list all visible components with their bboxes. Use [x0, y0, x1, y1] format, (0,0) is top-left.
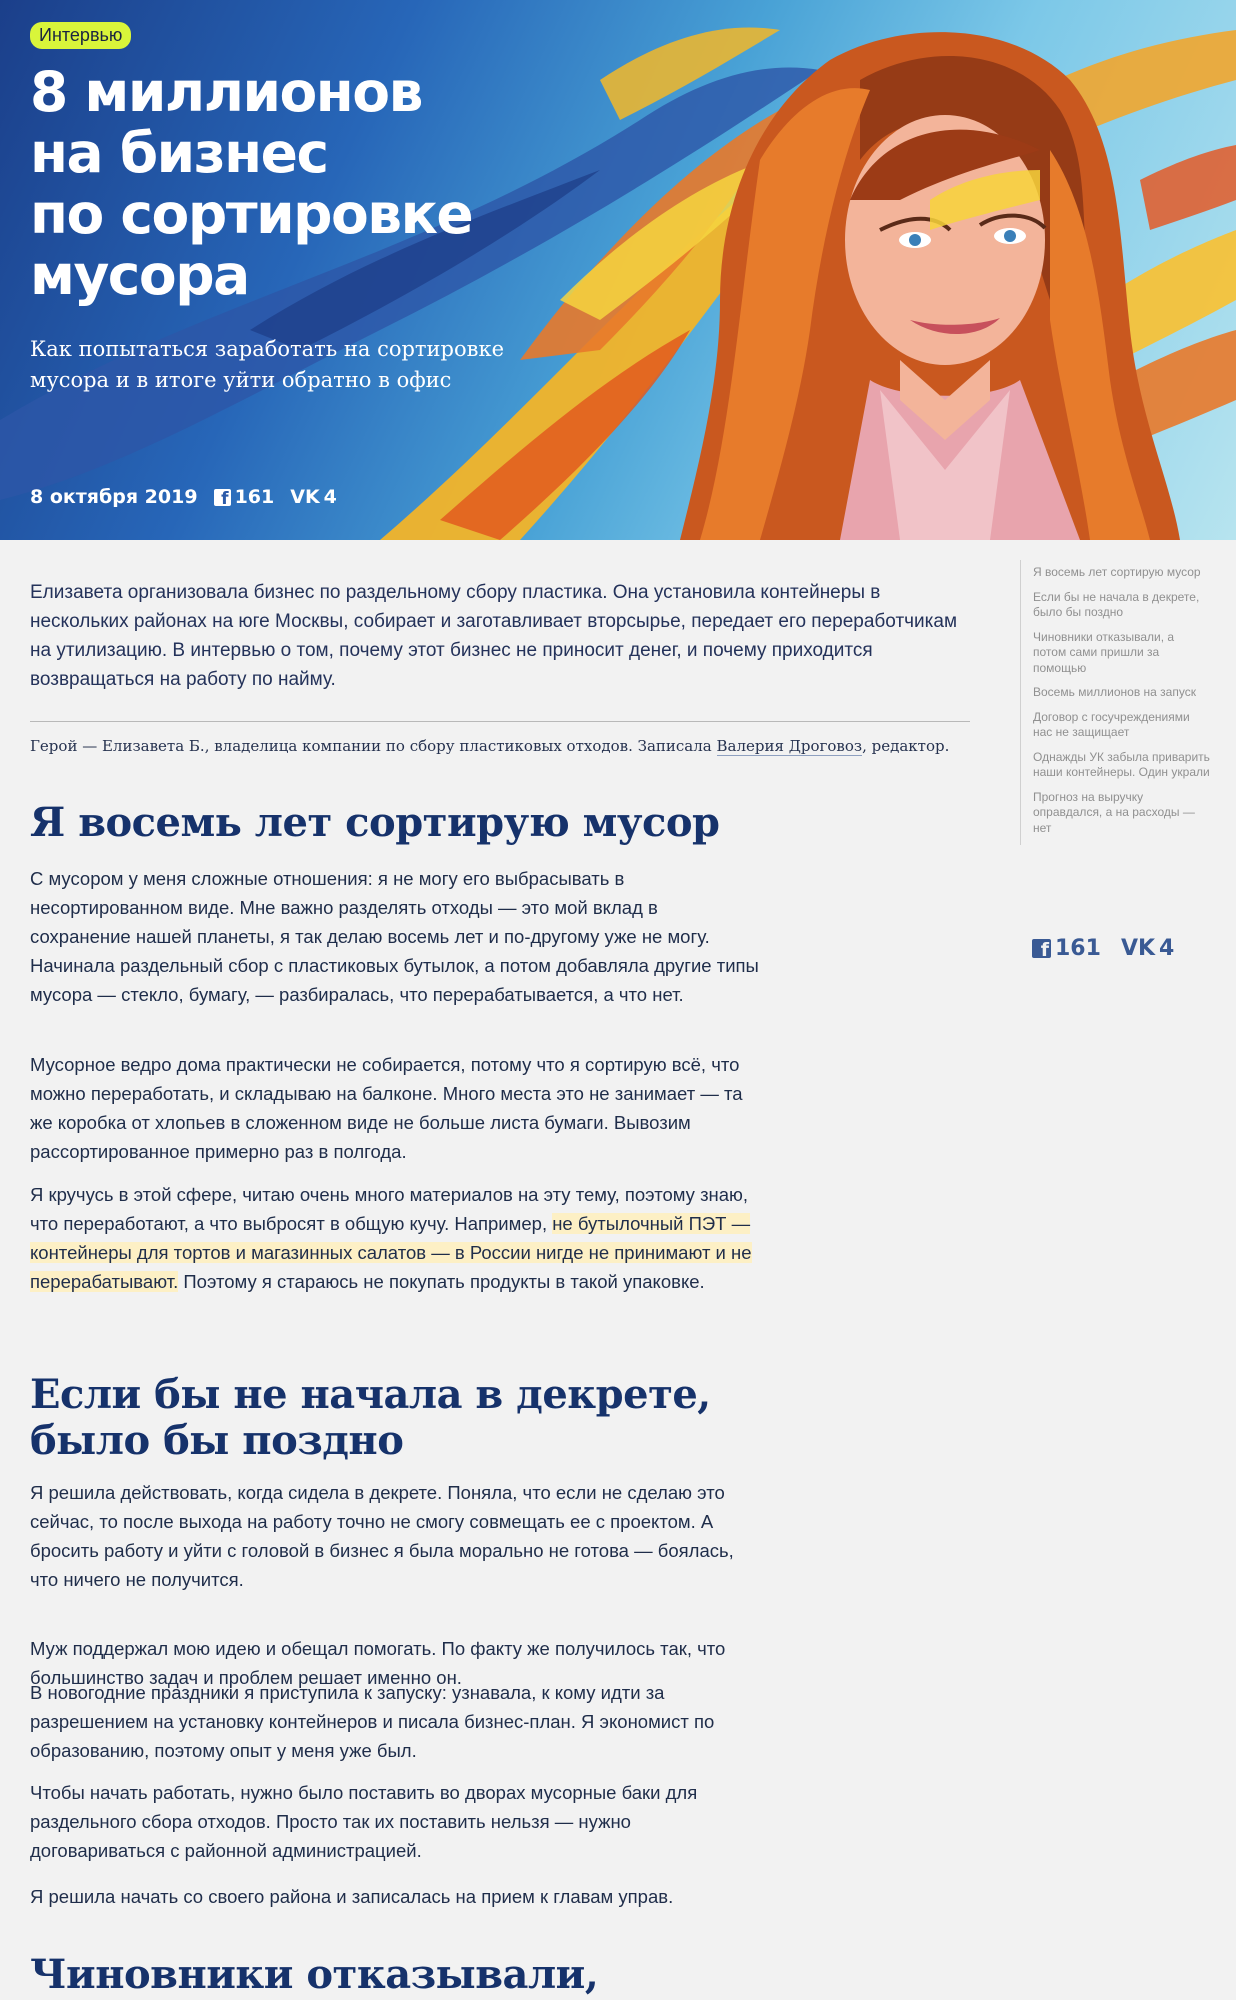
paragraph-text: Поэтому я стараюсь не покупать продукты в такой упаковке. — [178, 1271, 705, 1292]
article-credit — [30, 735, 980, 757]
vk-icon: VK — [1120, 936, 1156, 961]
paragraph: Я решила начать со своего района и записалась на прием к главам управ. — [30, 1886, 674, 1907]
paragraph: В новогодние праздники я приступила к запуску: узнавала, к кому идти за разрешением на установку контейнеров и писала бизнес-план. Я экономист по образованию, поэтому опыт у меня уже был. — [30, 1682, 715, 1761]
article-lead: Елизавета организовала бизнес по раздельному сбору пластика. Она установила контейнеры в нескольких районах на юге Москвы, собирает и заготавливает вторсырье, передает его переработчикам на утилизацию. В интервью о том, почему этот бизнес не приносит денег, и почему приходится возвращаться на работу по найму. — [30, 582, 958, 690]
vk-share-count: 4 — [1159, 936, 1175, 961]
section-heading — [30, 1372, 711, 1464]
article-title — [30, 62, 590, 306]
facebook-icon — [1032, 939, 1051, 958]
toc-item[interactable]: Однажды УК забыла приварить наши контейнеры. Один украли — [1033, 749, 1210, 779]
toc-item[interactable]: Если бы не начала в декрете, было бы поздно — [1033, 589, 1200, 619]
highlighted-quote: не бутылочный ПЭТ — контейнеры для тортов и магазинных салатов — в России нигде не принимают и не перерабатывают. — [30, 1213, 752, 1292]
toc-item[interactable]: Договор с госучреждениями нас не защищает — [1033, 709, 1190, 739]
article-subtitle: Как попытаться заработать на сортировке мусора и в итоге уйти обратно в офис — [30, 337, 504, 392]
vk-share-count: 4 — [323, 486, 337, 508]
title-line: на бизнес — [30, 121, 328, 185]
toc-item[interactable]: Восемь миллионов на запуск — [1033, 685, 1196, 699]
title-line: по сортировке — [30, 182, 473, 246]
heading-line: было бы поздно — [30, 1417, 404, 1464]
section-heading: Я восемь лет сортирую мусор — [30, 799, 720, 846]
publish-date: 8 октября 2019 — [30, 486, 198, 508]
paragraph: С мусором у меня сложные отношения: я не могу его выбрасывать в несортированном виде. Мне важно разделять отходы — это мой вклад в сохранение нашей планеты, я так делаю восемь лет и по-другому уже не могу. Начинала раздельный сбор с пластиковых бутылок, а потом добавляла другие типы мусора — стекло, бумагу, — разбиралась, что перерабатывается, а что нет. — [30, 868, 759, 1005]
divider — [30, 721, 970, 722]
title-line: 8 миллионов — [30, 60, 422, 124]
vk-icon: VK — [290, 486, 320, 508]
vk-share-button[interactable] — [1121, 936, 1174, 961]
paragraph: Я решила действовать, когда сидела в декрете. Поняла, что если не сделаю это сейчас, то после выхода на работу точно не смогу совмещать ее с проектом. А бросить работу и уйти с головой в бизнес я была морально не готова — боялась, что ничего не получится. — [30, 1482, 734, 1590]
toc-item[interactable]: Я восемь лет сортирую мусор — [1033, 565, 1201, 579]
vk-share-button[interactable] — [290, 486, 337, 508]
paragraph — [30, 1180, 760, 1296]
article-meta — [30, 486, 337, 508]
sidebar-share — [1032, 936, 1174, 961]
paragraph: Чтобы начать работать, нужно было поставить во дворах мусорные баки для раздельного сбора отходов. Просто так их поставить нельзя — нужно договариваться с районной администрацией. — [30, 1782, 698, 1861]
paragraph: Мусорное ведро дома практически не собирается, потому что я сортирую всё, что можно переработать, и складываю на балконе. Много места это не занимает — та же коробка от хлопьев в сложенном виде не больше листа бумаги. Вывозим рассортированное примерно раз в полгода. — [30, 1054, 743, 1162]
credit-suffix: , редактор. — [862, 737, 950, 755]
facebook-share-button[interactable] — [1032, 936, 1101, 961]
table-of-contents — [1020, 560, 1210, 845]
toc-item[interactable]: Чиновники отказывали, а потом сами пришли за помощью — [1033, 629, 1175, 675]
facebook-share-count: 161 — [234, 486, 275, 508]
paragraph: Муж поддержал мою идею и обещал помогать. По факту же получилось так, что большинство задач и проблем решает именно он. — [30, 1638, 726, 1688]
author-link[interactable]: Валерия Дроговоз — [716, 737, 863, 755]
category-badge[interactable]: Интервью — [30, 22, 131, 49]
toc-item[interactable]: Прогноз на выручку оправдался, а на расходы — нет — [1033, 789, 1195, 835]
title-line: мусора — [30, 243, 249, 307]
section-heading: Чиновники отказывали, — [30, 1951, 599, 1998]
paragraph-text: Я кручусь в этой сфере, читаю очень много материалов на эту тему, поэтому знаю, что переработают, а что выбросят в общую кучу. Например, — [30, 1184, 749, 1234]
heading-line: Если бы не начала в декрете, — [30, 1371, 711, 1418]
facebook-icon — [214, 489, 231, 506]
hero-banner — [0, 0, 1236, 540]
credit-prefix: Герой — Елизавета Б., владелица компании по сбору пластиковых отходов. Записала — [30, 737, 717, 755]
facebook-share-count: 161 — [1055, 936, 1101, 961]
facebook-share-button[interactable] — [214, 486, 275, 508]
